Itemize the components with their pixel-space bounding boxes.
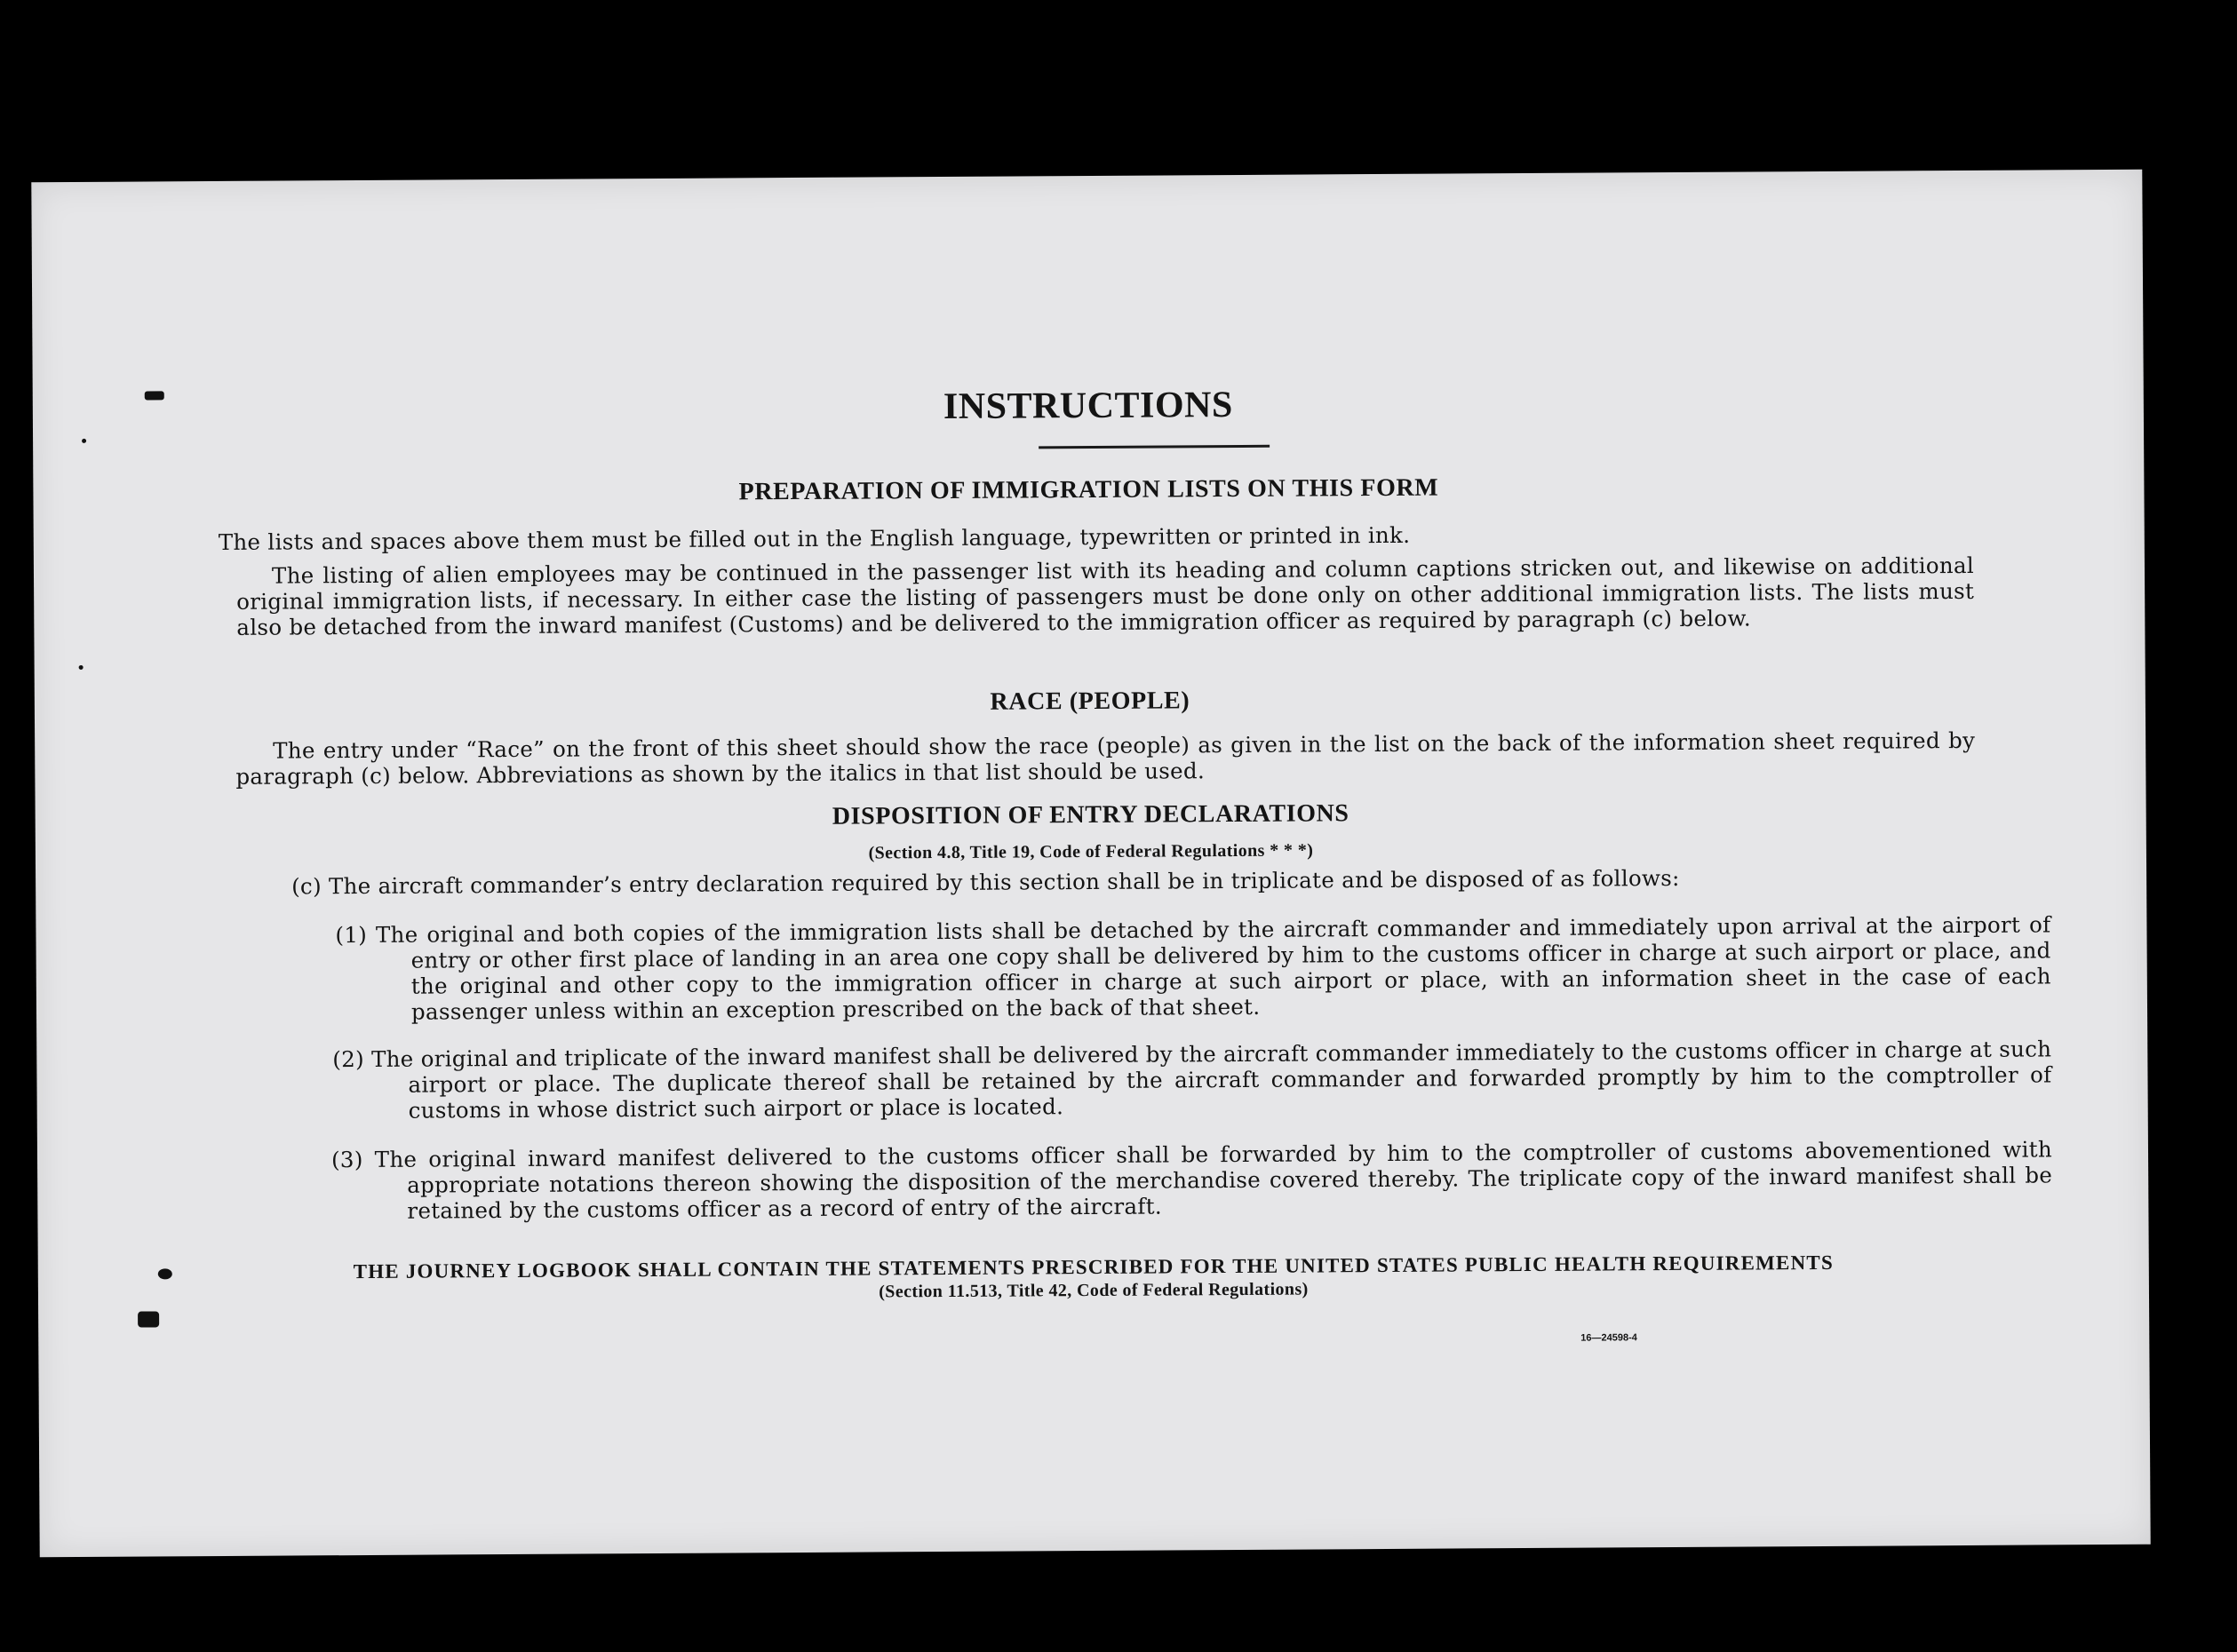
disposition-heading: DISPOSITION OF ENTRY DECLARATIONS xyxy=(832,799,1349,830)
logbook-notice-citation: (Section 11.513, Title 42, Code of Federal Regulations) xyxy=(879,1279,1309,1302)
title-underline xyxy=(1039,445,1270,449)
race-paragraph: The entry under “Race” on the front of this sheet should show the race (people) as given in the list on the back of the information sheet required by paragraph (c) below. Abbreviations as shown by the italics in that list should be used. xyxy=(235,727,1976,790)
instructions-content xyxy=(31,170,2150,1557)
race-heading: RACE (PEOPLE) xyxy=(990,687,1190,716)
preparation-paragraph-1: The lists and spaces above them must be filled out in the English language, typewritten or printed in ink. xyxy=(218,521,1411,555)
disposition-item-2: (2) The original and triplicate of the inward manifest shall be delivered by the aircraft commander immediately to the customs officer in charge at such airport or place. The duplicate thereof shall be retained by the aircraft commander and forwarded promptly by him to the comptroller of customs in whose district such airport or place is located. xyxy=(332,1036,2052,1124)
preparation-heading: PREPARATION OF IMMIGRATION LISTS ON THIS FORM xyxy=(738,473,1439,506)
logbook-notice xyxy=(38,1250,2149,1308)
disposition-item-1: (1) The original and both copies of the immigration lists shall be detached by the aircraft commander and immediately upon arrival at the airport of entry or other first place of landing in an area one copy shall be delivered by him to the customs officer in charge at such airport or place, and the original and other copy to the immigration officer in charge at such airport or place, with an information sheet in the case of each passenger unless within an exception prescribed on the back of that sheet. xyxy=(335,911,2051,1025)
page-title: INSTRUCTIONS xyxy=(943,385,1233,428)
punch-mark xyxy=(138,1311,159,1327)
form-number: 16—24598-4 xyxy=(1580,1332,1637,1344)
preparation-paragraph-2: The listing of alien employees may be continued in the passenger list with its heading and column captions stricken out, and likewise on additional original immigration lists, if necessary. In either case the listing of passengers must be done only on other additional immigration lists. The lists must also be detached from the inward manifest (Customs) and be delivered to the immigration officer as required by paragraph (c) below. xyxy=(236,552,1975,640)
disposition-citation: (Section 4.8, Title 19, Code of Federal Regulations * * *) xyxy=(868,840,1314,863)
disposition-item-3: (3) The original inward manifest delivered to the customs officer shall be forwarded by him to the comptroller of customs abovementioned with appropriate notations thereon showing the disposition of the merchandise covered thereby. The triplicate copy of the inward manifest shall be retained by the customs officer as a record of entry of the aircraft. xyxy=(330,1136,2053,1224)
logbook-notice-main: THE JOURNEY LOGBOOK SHALL CONTAIN THE STATEMENTS PRESCRIBED FOR THE UNITED STATES PUBLIC HEALTH REQUIREMENTS xyxy=(353,1251,1834,1283)
speck-mark xyxy=(79,665,84,670)
disposition-intro: (c) The aircraft commander’s entry declaration required by this section shall be in triplicate and be disposed of as follows: xyxy=(291,864,1680,900)
punch-mark xyxy=(145,391,164,400)
punch-mark xyxy=(158,1268,172,1279)
speck-mark xyxy=(82,439,86,443)
form-sheet xyxy=(31,170,2150,1557)
